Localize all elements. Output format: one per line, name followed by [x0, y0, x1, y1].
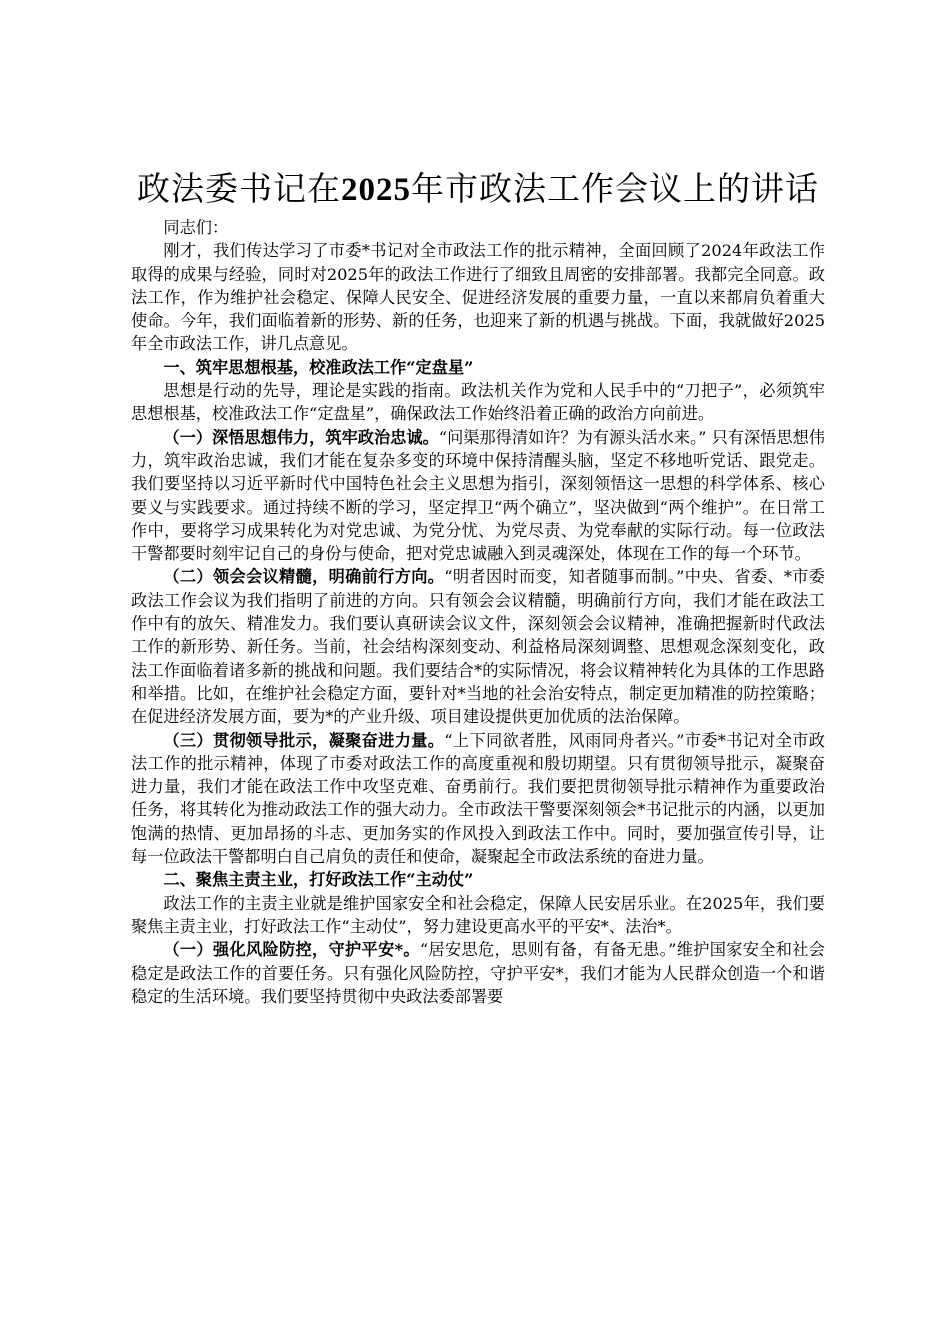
document-page	[131, 165, 825, 1008]
section-1-item-1	[131, 426, 825, 566]
title-suffix: 年市政法工作会议上的讲话	[411, 169, 819, 208]
section-1-item-1-body: “问渠那得清如许？为有源头活水来。” 只有深悟思想伟力，筑牢政治忠诚，我们才能在复杂多变的环境中保持清醒头脑，坚定不移地听党话、跟党走。我们要坚持以习近平新时代中国特色社会主义思想为指引，深刻领悟这一思想的科学体系、核心要义与实践要求。通过持续不断的学习，坚定捍卫“两个确立”，坚决做到“两个维护”。在日常工作中，要将学习成果转化为对党忠诚、为党分忧、为党尽责、为党奉献的实际行动。每一位政法干警都要时刻牢记自己的身份与使命，把对党忠诚融入到灵魂深处，体现在工作的每一个环节。	[131, 427, 825, 564]
section-1-body: 思想是行动的先导，理论是实践的指南。政法机关作为党和人民手中的“刀把子”，必须筑牢思想根基，校准政法工作“定盘星”，确保政法工作始终沿着正确的政治方向前进。	[131, 381, 825, 424]
title-prefix: 政法委书记在	[137, 169, 341, 208]
section-1-heading: 一、筑牢思想根基，校准政法工作“定盘星”	[163, 357, 474, 377]
title-year: 2025	[341, 172, 411, 208]
section-2-item-1	[131, 938, 825, 1008]
section-1-item-2-body: “明者因时而变，知者随事而制。”中央、省委、*市委政法工作会议为我们指明了前进的方向。只有领会会议精髓，明确前行方向，我们才能在政法工作中有的放矢、精准发力。我们要认真研读会议文件，深刻领会会议精神，准确把握新时代政法工作的新形势、新任务。当前，社会结构深刻变动、利益格局深刻调整、思想观念深刻变化，政法工作面临着诸多新的挑战和问题。我们要结合*的实际情况，将会议精神转化为具体的工作思路和举措。比如，在维护社会稳定方面，要针对*当地的社会治安特点，制定更加精准的防控策略；在促进经济发展方面，要为*的产业升级、项目建设提供更加优质的法治保障。	[131, 567, 825, 727]
section-2-item-1-body: “居安思危，思则有备，有备无患。”维护国家安全和社会稳定是政法工作的首要任务。只有强化风险防控，守护平安*，我们才能为人民群众创造一个和谐稳定的生活环境。我们要坚持贯彻中央政法委部署要	[131, 940, 825, 1006]
intro-paragraph: 刚才，我们传达学习了市委*书记对全市政法工作的批示精神，全面回顾了2024年政法工作取得的成果与经验，同时对2025年的政法工作进行了细致且周密的安排部署。我都完全同意。政法工作，作为维护社会稳定、保障人民安全、促进经济发展的重要力量，一直以来都肩负着重大使命。今年，我们面临着新的形势、新的任务，也迎来了新的机遇与挑战。下面，我就做好2025年全市政法工作，讲几点意见。	[131, 241, 825, 354]
section-1-item-1-lead: （一）深悟思想伟力，筑牢政治忠诚。	[163, 427, 439, 447]
section-1-item-2-lead: （二）领会会议精髓，明确前行方向。	[163, 567, 445, 587]
section-1-item-3	[131, 729, 825, 869]
section-1-item-2	[131, 565, 825, 728]
section-2-heading: 二、聚焦主责主业，打好政法工作“主动仗”	[163, 870, 474, 890]
section-1-item-3-body: “上下同欲者胜，风雨同舟者兴。”市委*书记对全市政法工作的批示精神，体现了市委对政法工作的高度重视和殷切期望。只有贯彻领导批示，凝聚奋进力量，我们才能在政法工作中攻坚克难、奋勇前行。我们要把贯彻领导批示精神作为重要政治任务，将其转化为推动政法工作的强大动力。全市政法干警要深刻领会*书记批示的内涵，以更加饱满的热情、更加昂扬的斗志、更加务实的作风投入到政法工作中。同时，要加强宣传引导，让每一位政法干警都明白自己肩负的责任和使命，凝聚起全市政法系统的奋进力量。	[131, 730, 825, 867]
section-1-item-3-lead: （三）贯彻领导批示，凝聚奋进力量。	[163, 730, 445, 750]
salutation: 同志们：	[163, 218, 229, 237]
document-title	[131, 165, 825, 214]
section-2-item-1-lead: （一）强化风险防控，守护平安*。	[163, 940, 420, 960]
section-2-body: 政法工作的主责主业就是维护国家安全和社会稳定，保障人民安居乐业。在2025年，我们要聚焦主责主业，打好政法工作“主动仗”，努力建设更高水平的平安*、法治*。	[131, 893, 825, 936]
